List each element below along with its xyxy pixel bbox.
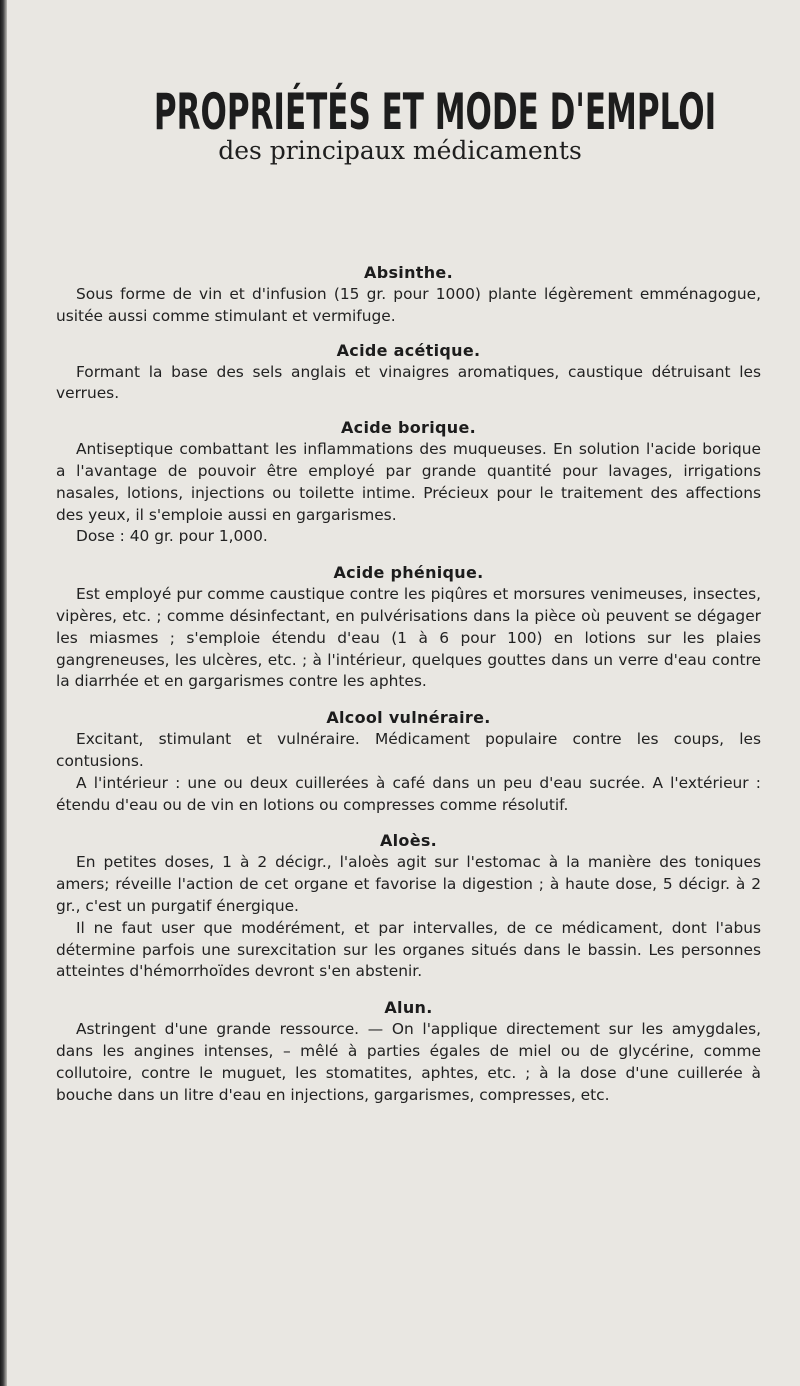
binding-edge — [0, 0, 7, 1386]
entry-paragraph: Excitant, stimulant et vulnéraire. Médicament populaire contre les coups, les contusions. — [56, 730, 761, 770]
entry-alun — [56, 997, 761, 1106]
entry-paragraph: Est employé pur comme caustique contre les piqûres et morsures venimeuses, insectes, vipères, etc. ; comme désinfectant, en pulvérisations dans la pièce où peuvent se dégager les miasmes ; s'emploie étendu d'eau (1 à 6 pour 100) en lotions sur les plaies gangreneuses, les ulcères, etc. ; à l'intérieur, quelques gouttes dans un verre d'eau contre la diarrhée et en gargarismes contre les aphtes. — [56, 585, 761, 691]
entry-paragraph: En petites doses, 1 à 2 décigr., l'aloès agit sur l'estomac à la manière des toniques amers; réveille l'action de cet organe et favorise la digestion ; à haute dose, 5 décigr. à 2 gr., c'est un purgatif énergique. — [56, 853, 761, 915]
entry-heading: Absinthe. — [364, 263, 453, 282]
entry-paragraph: Astringent d'une grande ressource. — On l'applique directement sur les amygdales, dans les angines intenses, – mêlé à parties égales de miel ou de glycérine, comme collutoire, contre le muguet, les stomatites, aphtes, etc. ; à la dose d'une cuillerée à bouche dans un litre d'eau en injections, gargarismes, compresses, etc. — [56, 1020, 761, 1104]
entry-heading: Acide phénique. — [333, 563, 484, 583]
entry-paragraph: Sous forme de vin et d'infusion (15 gr. pour 1000) plante légèrement emménagogue, usitée aussi comme stimulant et vermifuge. — [56, 285, 761, 325]
entry-paragraph: Dose : 40 gr. pour 1,000. — [76, 527, 268, 546]
entry-heading: Alcool vulnéraire. — [326, 708, 491, 728]
entry-paragraph: Il ne faut user que modérément, et par intervalles, de ce médicament, dont l'abus détermine parfois une surexcitation sur les organes situés dans le bassin. Les personnes atteintes d'hémorrhoïdes devront s'en abstenir. — [56, 918, 761, 981]
page-title: PROPRIÉTÉS ET MODE D'EMPLOI — [153, 83, 717, 141]
entry-heading: Acide acétique. — [336, 340, 481, 360]
entry-paragraph: A l'intérieur : une ou deux cuillerées à café dans un peu d'eau sucrée. A l'extérieur : étendu d'eau ou de vin en lotions ou compresses comme résolutif. — [56, 773, 761, 814]
entry-heading: Acide borique. — [340, 418, 477, 438]
page-subtitle: des principaux médicaments — [218, 136, 582, 165]
entry-acide-phenique — [56, 562, 761, 693]
entry-paragraph: Formant la base des sels anglais et vinaigres aromatiques, caustique détruisant les verrues. — [56, 362, 761, 403]
entry-heading: Alun. — [384, 998, 433, 1018]
entry-alcool-vulneraire — [56, 707, 761, 816]
entry-absinthe — [56, 262, 761, 328]
entry-acide-borique — [56, 417, 761, 548]
entry-paragraph: Antiseptique combattant les inflammations des muqueuses. En solution l'acide borique a l'avantage de pouvoir être employé par grande quantité pour lavages, irrigations nasales, lotions, injections ou toilette intime. Précieux pour le traitement des affections des yeux, il s'emploie aussi en gargarismes. — [56, 440, 761, 524]
entry-heading: Aloès. — [379, 831, 438, 851]
entry-acide-acetique — [56, 340, 761, 406]
entries-list — [56, 262, 761, 1106]
entry-aloes — [56, 830, 761, 983]
